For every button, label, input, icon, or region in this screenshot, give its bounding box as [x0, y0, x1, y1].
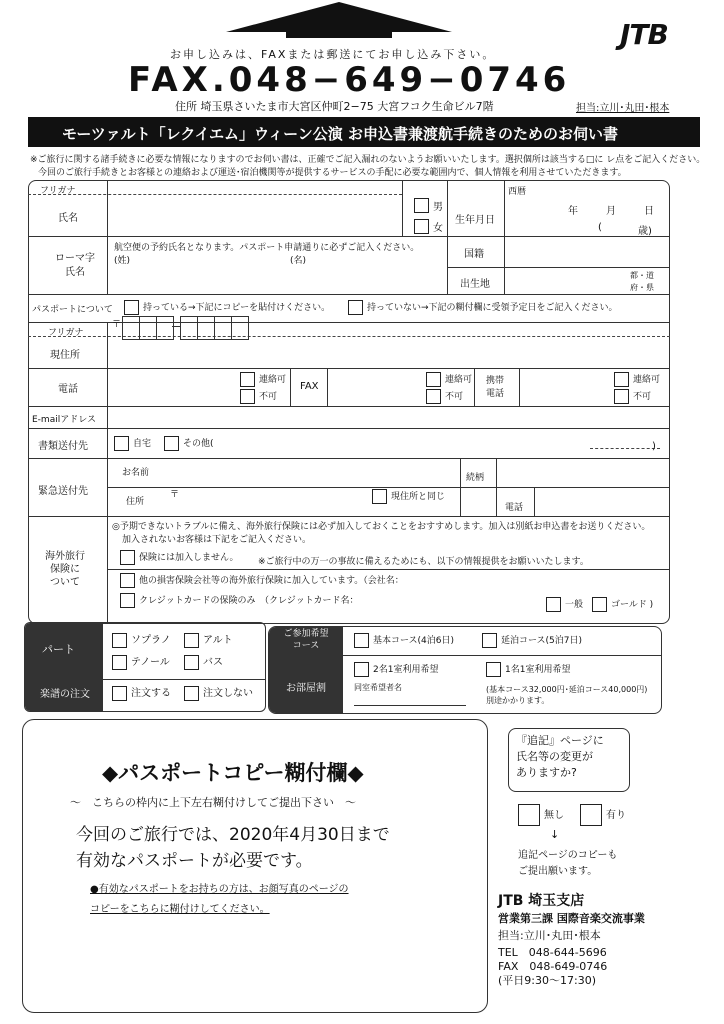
ins-card-checkbox[interactable] — [120, 593, 135, 608]
contact-tel: TEL 048-644-5696 — [498, 946, 607, 959]
alto-option[interactable]: アルト — [184, 631, 233, 648]
docs-other-option[interactable]: その他( — [164, 436, 214, 451]
twin-room-checkbox[interactable] — [354, 662, 369, 677]
ins-card-option[interactable]: クレジットカードの保険のみ （クレジットカード名： — [120, 593, 359, 608]
amendment-yes-checkbox[interactable] — [580, 804, 602, 826]
passport-msg-1: 今回のご旅行では、2020年4月30日まで — [76, 825, 390, 845]
emergency-label: 緊急送付先 — [38, 486, 88, 497]
emg-name-label: お名前 — [122, 468, 150, 478]
department: 営業第三課 国際音楽交流事業 — [498, 912, 645, 925]
amendment-question: 『追記』ページに 氏名等の変更が ありますか? — [516, 734, 604, 779]
ins-none-option[interactable]: 保険には加入しません。 — [120, 550, 239, 565]
header-address: 住所 埼玉県さいたま市大宮区仲町2−75 大宮フコク生命ビル7階 — [175, 100, 494, 113]
single-room-checkbox[interactable] — [486, 662, 501, 677]
insurance-label: 海外旅行 保険に ついて — [45, 551, 85, 588]
romaji-note: 航空便の予約氏名となります。パスポート申請通りに必ずご記入ください。 — [114, 243, 420, 253]
fax-contact-ng[interactable]: 不可 — [426, 389, 463, 404]
ins-other-checkbox[interactable] — [120, 573, 135, 588]
month-label: 月 — [606, 206, 616, 217]
fax-contact-ok[interactable]: 連絡可 — [426, 372, 472, 387]
single-room-option[interactable]: 1名1室利用希望 — [486, 662, 570, 677]
year-label: 年 — [568, 206, 578, 217]
phone-contact-ng[interactable]: 不可 — [240, 389, 277, 404]
age-label: 歳) — [638, 226, 652, 237]
score-label: 楽譜の注文 — [40, 689, 90, 700]
card-normal-checkbox[interactable] — [546, 597, 561, 612]
basic-course-option[interactable]: 基本コース(4泊6日) — [354, 633, 454, 648]
no-order-option[interactable]: 注文しない — [184, 684, 253, 701]
postal-code-first[interactable] — [122, 316, 174, 340]
mobile-contact-ng[interactable]: 不可 — [614, 389, 651, 404]
email-label: E-mailアドレス — [32, 415, 96, 425]
mobile-label: 携帯 電話 — [486, 376, 505, 399]
roommate-field[interactable] — [354, 705, 466, 706]
emg-postal: 〒 — [170, 490, 180, 500]
header-staff: 担当:立川･丸田･根本 — [576, 103, 670, 114]
header-instruction: お申し込みは、FAXまたは郵送にてお申し込み下さい。 — [170, 48, 496, 61]
passport-no-checkbox[interactable] — [348, 300, 363, 315]
bass-option[interactable]: バス — [184, 653, 223, 670]
no-order-checkbox[interactable] — [184, 686, 199, 701]
passport-label: パスポートについて — [32, 305, 113, 315]
female-option[interactable]: 女 — [414, 216, 443, 235]
passport-yes-checkbox[interactable] — [124, 300, 139, 315]
surname-label: (姓) — [114, 256, 131, 266]
amendment-yes-option[interactable]: 有り — [580, 804, 626, 826]
female-checkbox[interactable] — [414, 219, 429, 234]
down-arrow-icon: ↓ — [550, 828, 560, 841]
contact-staff: 担当:立川･丸田･根本 — [498, 929, 601, 942]
page-title: モーツァルト「レクイエム」ウィーン公演 お申込書兼渡航手続きのためのお伺い書 — [62, 125, 619, 143]
male-option[interactable]: 男 — [414, 195, 443, 214]
passport-note-2: コピーをこちらに糊付けしてください。 — [90, 904, 270, 915]
tenor-option[interactable]: テノール — [112, 653, 170, 670]
branch-name: JTB 埼玉支店 — [498, 893, 585, 909]
passport-box-title: ◆パスポートコピー糊付欄◆ — [102, 761, 364, 785]
ins-other-option[interactable]: 他の損害保険会社等の海外旅行保険に加入しています。（会社名： — [120, 573, 404, 588]
other-checkbox[interactable] — [164, 436, 179, 451]
order-option[interactable]: 注文する — [112, 684, 171, 701]
home-checkbox[interactable] — [114, 436, 129, 451]
ins-note-1: ◎予期できないトラブルに備え、海外旅行保険には必ず加入しておくことをおすすめします。加入は別紙お申込書をお送りください。 — [112, 522, 651, 532]
emg-addr-label: 住所 — [126, 497, 145, 507]
twin-room-option[interactable]: 2名1室利用希望 — [354, 662, 438, 677]
ins-none-checkbox[interactable] — [120, 550, 135, 565]
address-label: 現住所 — [50, 350, 80, 361]
furigana-label: フリガナ — [40, 186, 76, 196]
docs-to-label: 書類送付先 — [38, 441, 88, 452]
name-label: 氏名 — [58, 213, 78, 224]
same-address-option[interactable]: 現住所と同じ — [372, 489, 445, 504]
age-open: ( — [598, 222, 602, 233]
card-gold-option[interactable]: ゴールド ) — [592, 597, 653, 612]
mobile-ok-checkbox[interactable] — [614, 372, 629, 387]
roommate-label: 同室希望者名 — [354, 683, 402, 692]
phone-contact-ok[interactable]: 連絡可 — [240, 372, 286, 387]
birthplace-label: 出生地 — [460, 279, 490, 290]
note-1: ※ご旅行に関する諸手続きに必要な情報になりますのでお伺い書は、正確でご記入漏れのないようお願いいたします。選択個所は該当する□に レ点をご記入ください。 — [30, 155, 706, 165]
postal-code-second[interactable] — [180, 316, 249, 340]
phone-ng-checkbox[interactable] — [240, 389, 255, 404]
ins-note-2: 加入されないお客様は下記をご記入ください。 — [122, 535, 312, 545]
contact-hours: (平日9:30〜17:30) — [498, 974, 596, 987]
male-checkbox[interactable] — [414, 198, 429, 213]
ins-note-3: ※ご旅行中の万一の事故に備えるためにも、以下の情報提供をお願いいたします。 — [258, 557, 589, 567]
card-normal-option[interactable]: 一般 — [546, 597, 583, 612]
tenor-checkbox[interactable] — [112, 655, 127, 670]
basic-course-checkbox[interactable] — [354, 633, 369, 648]
card-gold-checkbox[interactable] — [592, 597, 607, 612]
postal-mark: 〒 — [112, 320, 122, 330]
day-label: 日 — [644, 206, 654, 217]
docs-close-paren: ) — [652, 441, 656, 452]
fax-ng-checkbox[interactable] — [426, 389, 441, 404]
docs-home-option[interactable]: 自宅 — [114, 436, 151, 451]
amendment-no-option[interactable]: 無し — [518, 804, 564, 826]
single-room-note: (基本コース32,000円･延泊コース40,000円) 別途かかります。 — [486, 685, 648, 705]
amendment-copy-note: 追記ページのコピーも ご提出願います。 — [518, 850, 618, 877]
note-2: 今回のご旅行手続きとお客様との連絡および運送･宿泊機関等が提供するサービスの手配に必要な範囲内で、個人情報を利用させていただきます。 — [38, 168, 627, 178]
passport-note-1: ●有効なパスポートをお持ちの方は、お顔写真のページの — [90, 884, 349, 895]
order-checkbox[interactable] — [112, 686, 127, 701]
birthdate-label: 生年月日 — [455, 215, 495, 226]
alto-checkbox[interactable] — [184, 633, 199, 648]
mobile-ng-checkbox[interactable] — [614, 389, 629, 404]
course-label: ご参加希望 コース — [283, 629, 329, 651]
passport-box-sub: 〜 こちらの枠内に上下左右糊付けしてご提出下さい 〜 — [70, 796, 356, 809]
header-fax: FAX.048−649−0746 — [128, 60, 571, 100]
up-arrow-icon — [226, 2, 452, 38]
jtb-logo: JTB — [620, 18, 668, 51]
extended-course-option[interactable]: 延泊コース(5泊7日) — [482, 633, 582, 648]
fax-ok-checkbox[interactable] — [426, 372, 441, 387]
era-label: 西暦 — [508, 187, 527, 197]
amendment-no-checkbox[interactable] — [518, 804, 540, 826]
extended-course-checkbox[interactable] — [482, 633, 497, 648]
fax-label: FAX — [300, 381, 319, 392]
furigana2-label: フリガナ — [48, 328, 84, 338]
same-address-checkbox[interactable] — [372, 489, 387, 504]
passport-no-option[interactable]: 持っていない→下記の糊付欄に受領予定日をご記入ください。 — [348, 300, 618, 315]
emg-phone-label: 電話 — [505, 503, 524, 513]
soprano-checkbox[interactable] — [112, 633, 127, 648]
pref-label-1: 都・道 — [630, 271, 654, 280]
part-label: パート — [42, 643, 75, 656]
given-label: (名) — [290, 256, 307, 266]
room-label: お部屋割 — [286, 683, 326, 694]
soprano-option[interactable]: ソプラノ — [112, 631, 171, 648]
phone-label: 電話 — [58, 384, 78, 395]
passport-msg-2: 有効なパスポートが必要です。 — [76, 851, 313, 871]
passport-yes-option[interactable]: 持っている→下記にコピーを貼付けください。 — [124, 300, 330, 315]
contact-fax: FAX 048-649-0746 — [498, 960, 608, 973]
relation-label: 続柄 — [466, 473, 485, 483]
bass-checkbox[interactable] — [184, 655, 199, 670]
romaji-label: ローマ字 氏名 — [55, 253, 95, 278]
mobile-contact-ok[interactable]: 連絡可 — [614, 372, 660, 387]
nationality-label: 国籍 — [464, 249, 484, 260]
phone-ok-checkbox[interactable] — [240, 372, 255, 387]
pref-label-2: 府・県 — [630, 283, 654, 292]
